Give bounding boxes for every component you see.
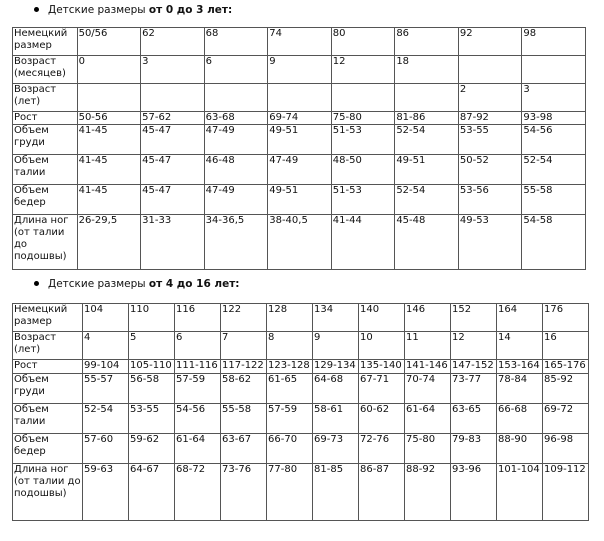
table-cell: 57-59 — [175, 374, 221, 404]
table-cell: 63-67 — [221, 434, 267, 464]
table-cell: 48-50 — [331, 155, 395, 185]
table-cell: 6 — [175, 332, 221, 360]
table-cell: 141-146 — [405, 360, 451, 374]
table-row — [13, 215, 586, 270]
table-row — [13, 28, 586, 56]
table-row — [13, 125, 586, 155]
table-cell: 9 — [268, 56, 332, 84]
table-row — [13, 434, 589, 464]
table-cell: 41-45 — [77, 185, 141, 215]
table-cell: 41-45 — [77, 155, 141, 185]
table-cell: 57-60 — [83, 434, 129, 464]
table-cell: 61-64 — [405, 404, 451, 434]
table-cell: 77-80 — [267, 464, 313, 521]
table-cell: 66-70 — [267, 434, 313, 464]
table-cell: 86-87 — [359, 464, 405, 521]
table-row — [13, 56, 586, 84]
table-cell — [268, 84, 332, 112]
table-cell: 92 — [458, 28, 522, 56]
table-cell: 70-74 — [405, 374, 451, 404]
table-cell — [204, 84, 268, 112]
section1-heading-range: от 0 до 3 лет: — [148, 4, 233, 16]
table-cell: 128 — [267, 304, 313, 332]
table-cell: 52-54 — [83, 404, 129, 434]
table-cell: 134 — [313, 304, 359, 332]
section2-heading-text: Детские размеры — [48, 278, 149, 290]
row-label: Немецкий размер — [13, 304, 83, 332]
table-cell: 5 — [129, 332, 175, 360]
table-cell: 69-72 — [543, 404, 589, 434]
table-cell: 135-140 — [359, 360, 405, 374]
table-cell: 55-58 — [221, 404, 267, 434]
table-cell: 31-33 — [141, 215, 205, 270]
table-cell: 9 — [313, 332, 359, 360]
table-cell: 53-56 — [458, 185, 522, 215]
table-cell: 63-68 — [204, 112, 268, 125]
table-cell: 117-122 — [221, 360, 267, 374]
table-cell: 101-104 — [497, 464, 543, 521]
table-cell: 55-58 — [522, 185, 586, 215]
table-cell: 38-40,5 — [268, 215, 332, 270]
table-cell: 10 — [359, 332, 405, 360]
table-cell: 12 — [451, 332, 497, 360]
table-cell: 140 — [359, 304, 405, 332]
table-cell: 98 — [522, 28, 586, 56]
table-cell: 2 — [458, 84, 522, 112]
table-cell: 47-49 — [204, 125, 268, 155]
table-cell: 116 — [175, 304, 221, 332]
table-cell: 79-83 — [451, 434, 497, 464]
table-cell: 57-59 — [267, 404, 313, 434]
table-cell: 105-110 — [129, 360, 175, 374]
table-row — [13, 360, 589, 374]
table-cell: 96-98 — [543, 434, 589, 464]
table-cell: 55-57 — [83, 374, 129, 404]
table-cell: 3 — [141, 56, 205, 84]
table-cell: 45-47 — [141, 155, 205, 185]
table-cell: 68-72 — [175, 464, 221, 521]
row-label: Объем талии — [13, 404, 83, 434]
table-cell: 46-48 — [204, 155, 268, 185]
table-cell: 73-77 — [451, 374, 497, 404]
table-cell: 57-62 — [141, 112, 205, 125]
row-label: Объем бедер — [13, 185, 78, 215]
table-cell: 34-36,5 — [204, 215, 268, 270]
table-row — [13, 464, 589, 521]
table-cell: 58-61 — [313, 404, 359, 434]
table-cell: 49-51 — [268, 125, 332, 155]
table-cell: 61-65 — [267, 374, 313, 404]
table-cell: 56-58 — [129, 374, 175, 404]
table-cell: 14 — [497, 332, 543, 360]
table-cell — [331, 84, 395, 112]
table-cell: 69-73 — [313, 434, 359, 464]
table-cell: 53-55 — [129, 404, 175, 434]
table-row — [13, 155, 586, 185]
table-cell: 165-176 — [543, 360, 589, 374]
table-cell: 87-92 — [458, 112, 522, 125]
table-cell — [458, 56, 522, 84]
table-cell: 99-104 — [83, 360, 129, 374]
table-cell: 66-68 — [497, 404, 543, 434]
table-cell: 45-48 — [395, 215, 459, 270]
table-cell: 86 — [395, 28, 459, 56]
table-cell: 81-86 — [395, 112, 459, 125]
section1-heading-text: Детские размеры — [48, 4, 149, 16]
table-cell: 111-116 — [175, 360, 221, 374]
table-cell: 18 — [395, 56, 459, 84]
row-label: Рост — [13, 112, 78, 125]
table-cell: 104 — [83, 304, 129, 332]
table-cell: 75-80 — [405, 434, 451, 464]
row-label: Длина ног (от талии до подошвы) — [13, 215, 78, 270]
row-label: Немецкий размер — [13, 28, 78, 56]
table-cell: 122 — [221, 304, 267, 332]
table-cell: 93-98 — [522, 112, 586, 125]
table-cell: 47-49 — [204, 185, 268, 215]
table-cell: 60-62 — [359, 404, 405, 434]
table-cell: 50/56 — [77, 28, 141, 56]
table-cell: 3 — [522, 84, 586, 112]
table-cell: 52-54 — [395, 185, 459, 215]
table-cell: 67-71 — [359, 374, 405, 404]
table-row — [13, 185, 586, 215]
row-label: Возраст (месяцев) — [13, 56, 78, 84]
table-cell: 53-55 — [458, 125, 522, 155]
table-cell: 93-96 — [451, 464, 497, 521]
table-cell: 74 — [268, 28, 332, 56]
table-cell: 41-45 — [77, 125, 141, 155]
table-cell: 85-92 — [543, 374, 589, 404]
table-cell: 129-134 — [313, 360, 359, 374]
table-cell: 54-56 — [522, 125, 586, 155]
table-cell: 153-164 — [497, 360, 543, 374]
sizes-table-4-16 — [12, 303, 589, 521]
table-cell: 63-65 — [451, 404, 497, 434]
table-cell: 75-80 — [331, 112, 395, 125]
table-cell: 41-44 — [331, 215, 395, 270]
table-cell: 62 — [141, 28, 205, 56]
row-label: Объем талии — [13, 155, 78, 185]
table-cell: 81-85 — [313, 464, 359, 521]
table-cell — [522, 56, 586, 84]
bullet-icon — [34, 7, 39, 12]
table-cell: 64-67 — [129, 464, 175, 521]
table-cell: 73-76 — [221, 464, 267, 521]
table-cell: 7 — [221, 332, 267, 360]
table-cell: 110 — [129, 304, 175, 332]
row-label: Объем груди — [13, 374, 83, 404]
row-label: Возраст (лет) — [13, 84, 78, 112]
table-cell: 88-90 — [497, 434, 543, 464]
table-cell: 47-49 — [268, 155, 332, 185]
table-cell: 52-54 — [522, 155, 586, 185]
table-cell: 26-29,5 — [77, 215, 141, 270]
table-cell: 52-54 — [395, 125, 459, 155]
table-cell: 109-112 — [543, 464, 589, 521]
table-row — [13, 84, 586, 112]
table-cell: 50-52 — [458, 155, 522, 185]
table-cell: 4 — [83, 332, 129, 360]
sizes-table-0-3 — [12, 27, 586, 270]
table-cell: 12 — [331, 56, 395, 84]
table-cell: 88-92 — [405, 464, 451, 521]
row-label: Рост — [13, 360, 83, 374]
table-cell: 58-62 — [221, 374, 267, 404]
table-cell: 6 — [204, 56, 268, 84]
table-cell: 69-74 — [268, 112, 332, 125]
table-cell: 16 — [543, 332, 589, 360]
table-cell: 176 — [543, 304, 589, 332]
table-cell: 146 — [405, 304, 451, 332]
table-cell: 59-62 — [129, 434, 175, 464]
table-cell: 147-152 — [451, 360, 497, 374]
table-cell: 152 — [451, 304, 497, 332]
table-cell: 64-68 — [313, 374, 359, 404]
row-label: Возраст (лет) — [13, 332, 83, 360]
section2-heading-range: от 4 до 16 лет: — [148, 278, 240, 290]
table-cell: 51-53 — [331, 185, 395, 215]
table-row — [13, 374, 589, 404]
table-cell — [77, 84, 141, 112]
row-label: Объем груди — [13, 125, 78, 155]
row-label: Длина ног (от талии до подошвы) — [13, 464, 83, 521]
table-cell: 78-84 — [497, 374, 543, 404]
table-row — [13, 304, 589, 332]
table-cell: 0 — [77, 56, 141, 84]
table-cell: 61-64 — [175, 434, 221, 464]
table-cell: 59-63 — [83, 464, 129, 521]
table-cell: 68 — [204, 28, 268, 56]
table-cell: 49-53 — [458, 215, 522, 270]
table-cell — [395, 84, 459, 112]
row-label: Объем бедер — [13, 434, 83, 464]
table-cell: 8 — [267, 332, 313, 360]
table-cell: 51-53 — [331, 125, 395, 155]
table-cell: 45-47 — [141, 185, 205, 215]
table-cell: 11 — [405, 332, 451, 360]
table-cell: 54-56 — [175, 404, 221, 434]
table-cell: 72-76 — [359, 434, 405, 464]
table-row — [13, 404, 589, 434]
table-cell: 80 — [331, 28, 395, 56]
table-cell: 54-58 — [522, 215, 586, 270]
table-cell: 164 — [497, 304, 543, 332]
table-cell: 49-51 — [268, 185, 332, 215]
table-cell — [141, 84, 205, 112]
bullet-icon — [34, 281, 39, 286]
table-cell: 123-128 — [267, 360, 313, 374]
table-cell: 50-56 — [77, 112, 141, 125]
table-cell: 45-47 — [141, 125, 205, 155]
table-row — [13, 332, 589, 360]
table-cell: 49-51 — [395, 155, 459, 185]
table-row — [13, 112, 586, 125]
